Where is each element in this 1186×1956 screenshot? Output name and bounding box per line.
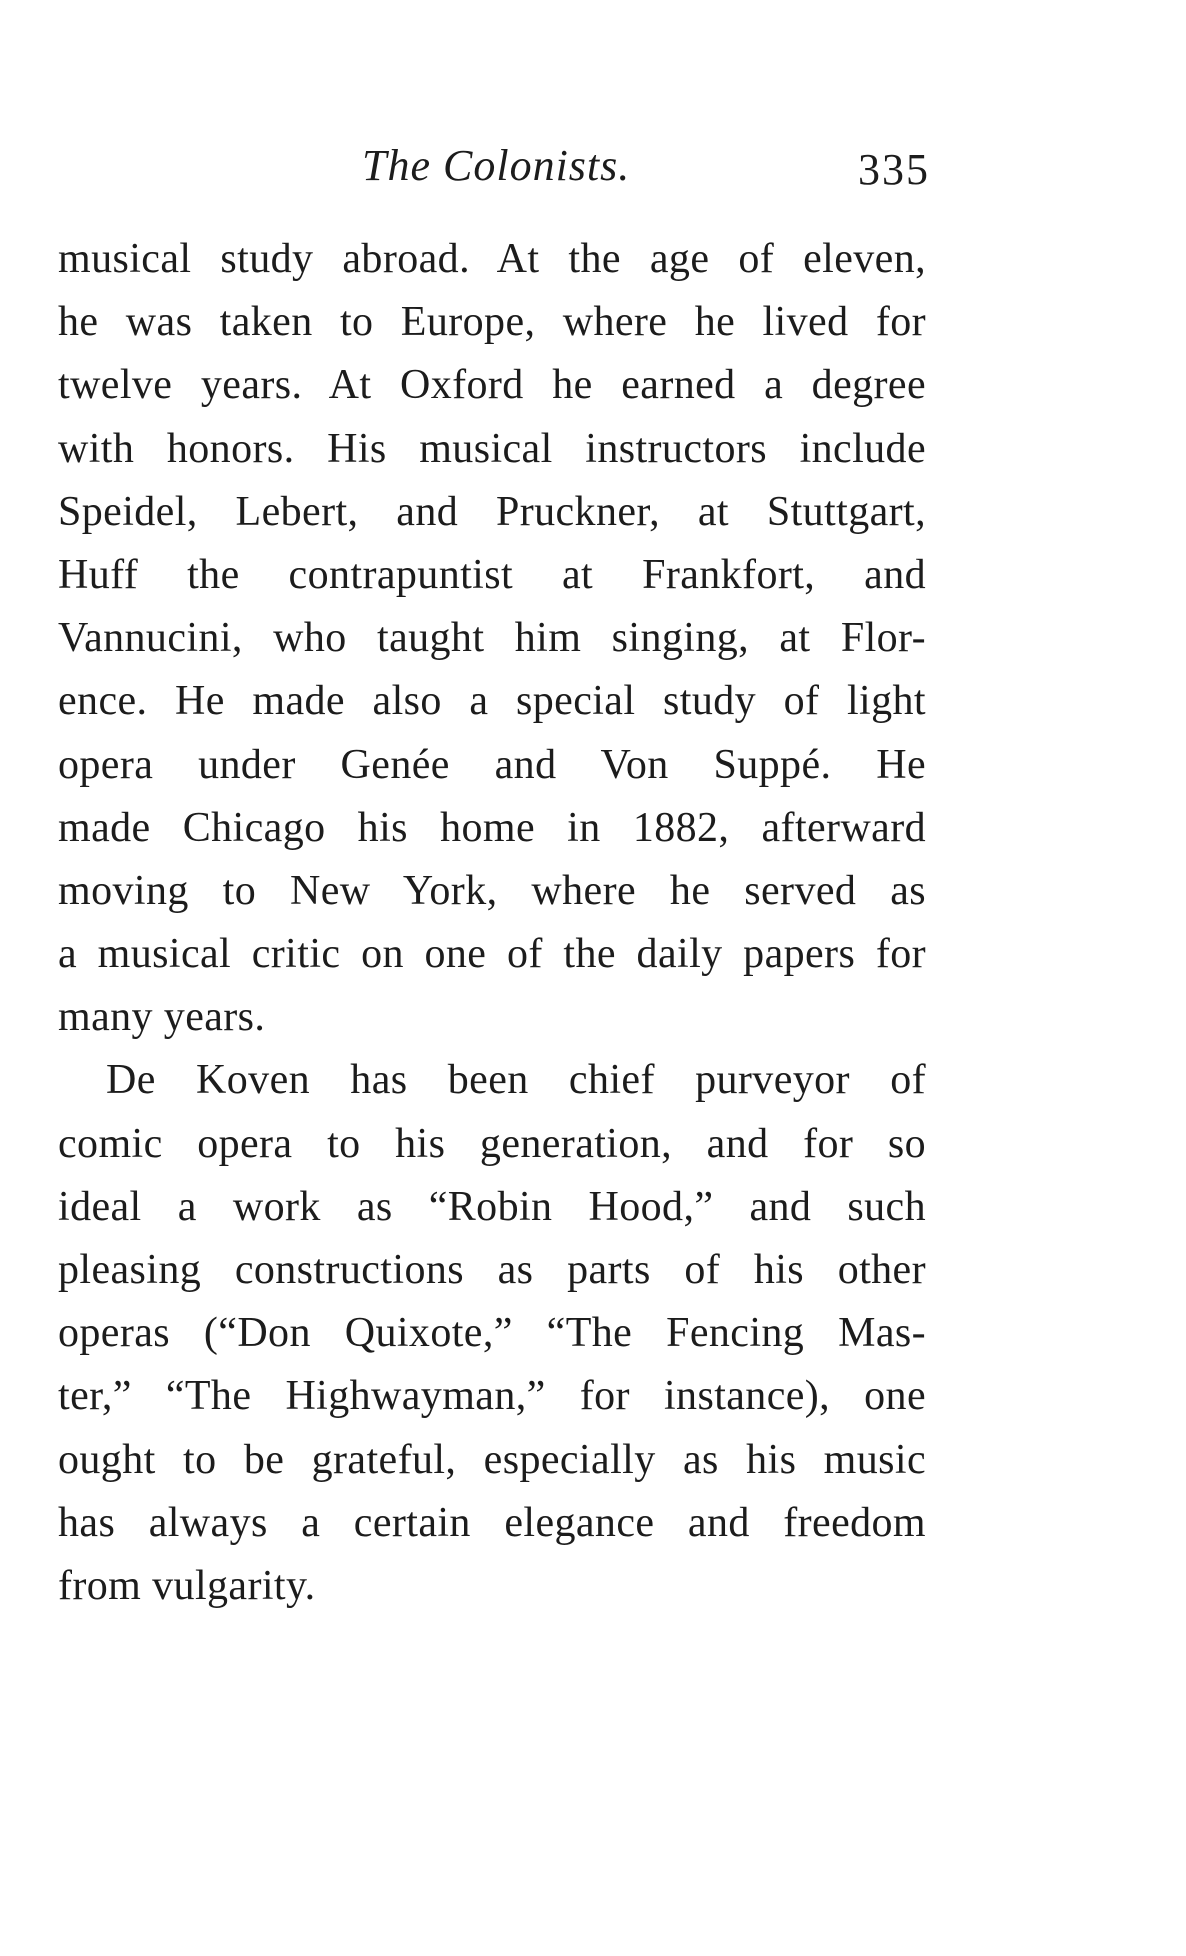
text-line: musical study abroad. At the age of eleven, xyxy=(58,236,926,282)
text-line: Huff the contrapuntist at Frankfort, and xyxy=(58,551,926,598)
text-line: has always a certain elegance and freedom xyxy=(58,1499,926,1546)
text-line: made Chicago his home in 1882, afterward xyxy=(58,804,926,851)
text-line: opera under Genée and Von Suppé. He xyxy=(58,741,926,788)
text-line: ideal a work as “Robin Hood,” and such xyxy=(58,1183,926,1230)
text-line: Speidel, Lebert, and Pruckner, at Stuttgart, xyxy=(58,488,926,535)
text-line: he was taken to Europe, where he lived for xyxy=(58,299,926,346)
text-line: ter,” “The Highwayman,” for instance), one xyxy=(58,1373,926,1420)
text-line: comic opera to his generation, and for so xyxy=(58,1120,926,1167)
running-title: The Colonists. xyxy=(362,141,631,190)
text-line: a musical critic on one of the daily papers for xyxy=(58,931,926,978)
running-head xyxy=(0,140,1186,200)
text-line: pleasing constructions as parts of his other xyxy=(58,1247,926,1293)
paragraph-end-line: many years. xyxy=(58,994,266,1041)
text-line: twelve years. At Oxford he earned a degree xyxy=(58,362,926,409)
text-line: ought to be grateful, especially as his music xyxy=(58,1436,926,1483)
text-line: moving to New York, where he served as xyxy=(58,867,926,914)
paragraph-start-line: De Koven has been chief purveyor of xyxy=(106,1057,926,1104)
page-number: 335 xyxy=(858,145,930,194)
text-line: with honors. His musical instructors include xyxy=(58,425,926,472)
body-text xyxy=(58,228,926,1618)
text-line: Vannucini, who taught him singing, at Flor- xyxy=(58,615,926,662)
paragraph-end-line: from vulgarity. xyxy=(58,1562,316,1609)
text-line: operas (“Don Quixote,” “The Fencing Mas- xyxy=(58,1310,926,1357)
text-line: ence. He made also a special study of light xyxy=(58,678,926,725)
